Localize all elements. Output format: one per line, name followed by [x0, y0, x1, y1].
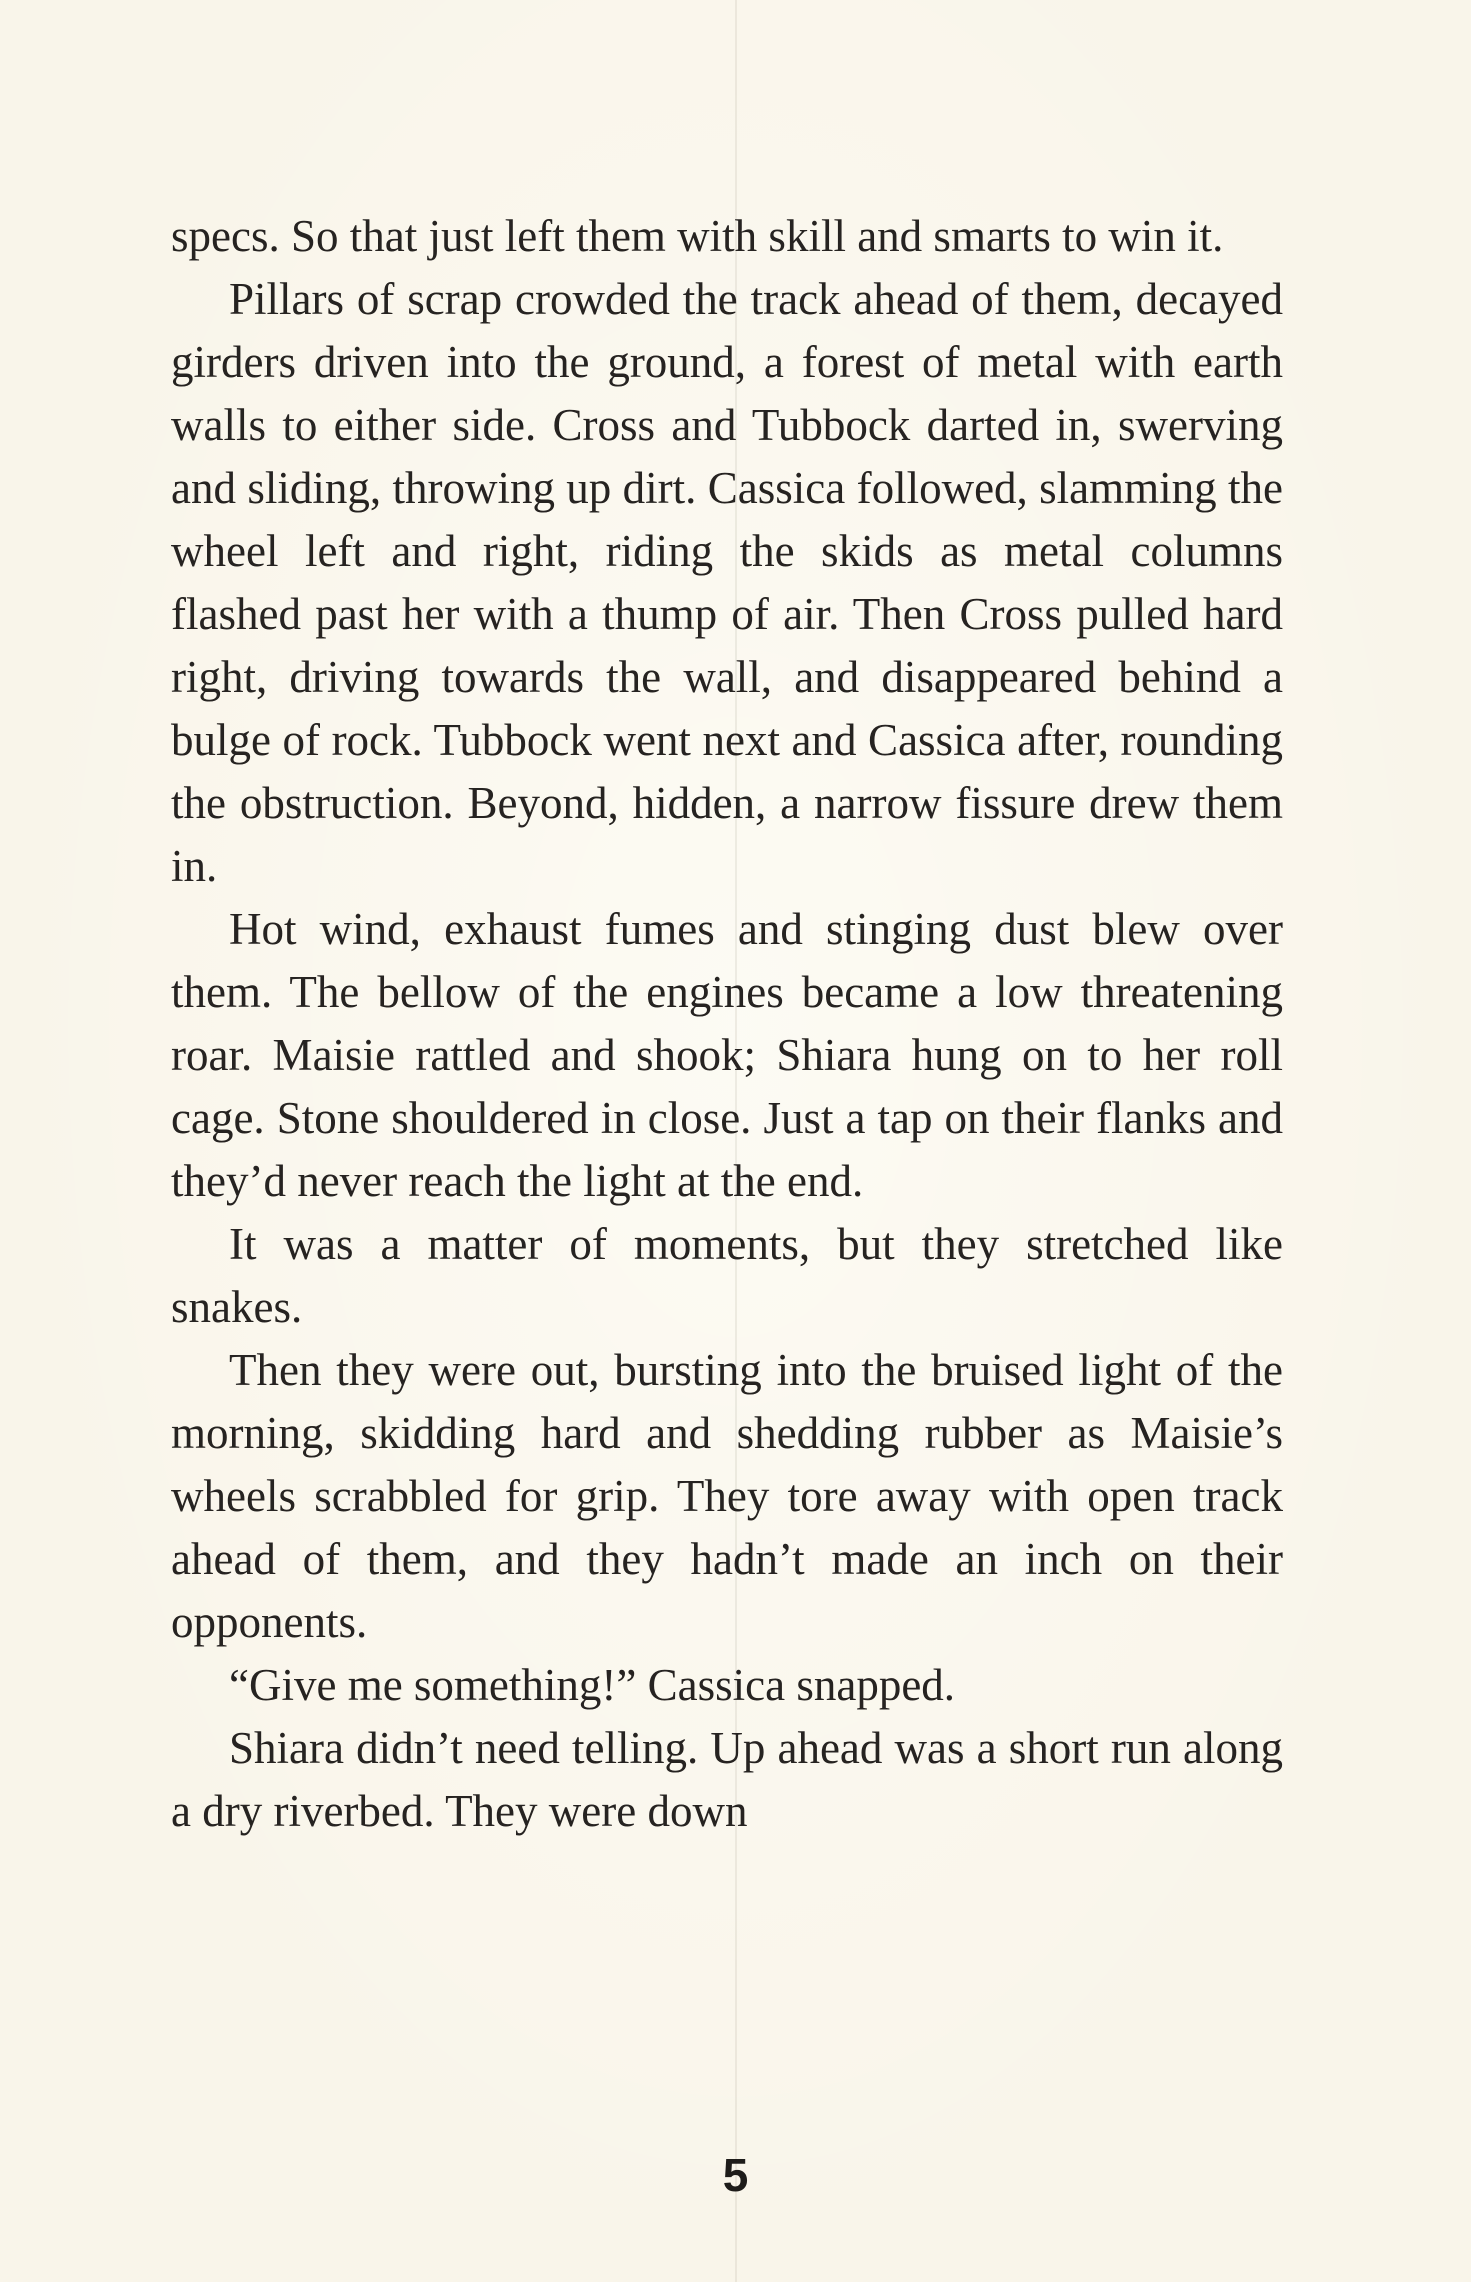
paragraph: Then they were out, bursting into the bruised light of the morning, skidding hard and shedding rubber as Maisie’s wheels scrabbled for grip. They tore away with open track ahead of them, and they hadn’t made an inch on their opponents.: [171, 1345, 1283, 1647]
paragraph: specs. So that just left them with skill and smarts to win it.: [171, 211, 1224, 261]
paragraph: Hot wind, exhaust fumes and stinging dust blew over them. The bellow of the engines became a low threatening roar. Maisie rattled and shook; Shiara hung on to her roll cage. Stone shouldered in close. Just a tap on their flanks and they’d never reach the light at the end.: [171, 904, 1283, 1206]
paragraph: “Give me something!” Cassica snapped.: [229, 1660, 956, 1710]
paragraph: Shiara didn’t need telling. Up ahead was a short run along a dry riverbed. They were down: [171, 1723, 1283, 1836]
page-number: 5: [722, 2149, 749, 2201]
body-text: [171, 205, 1283, 1843]
paragraph: Pillars of scrap crowded the track ahead of them, decayed girders driven into the ground, a forest of metal with earth walls to either side. Cross and Tubbock darted in, swerving and sliding, throwing up dirt. Cassica followed, slamming the wheel left and right, riding the skids as metal columns flashed past her with a thump of air. Then Cross pulled hard right, driving towards the wall, and disappeared behind a bulge of rock. Tubbock went next and Cassica after, rounding the obstruction. Beyond, hidden, a narrow fissure drew them in.: [171, 274, 1283, 891]
paragraph: It was a matter of moments, but they stretched like snakes.: [171, 1219, 1283, 1332]
